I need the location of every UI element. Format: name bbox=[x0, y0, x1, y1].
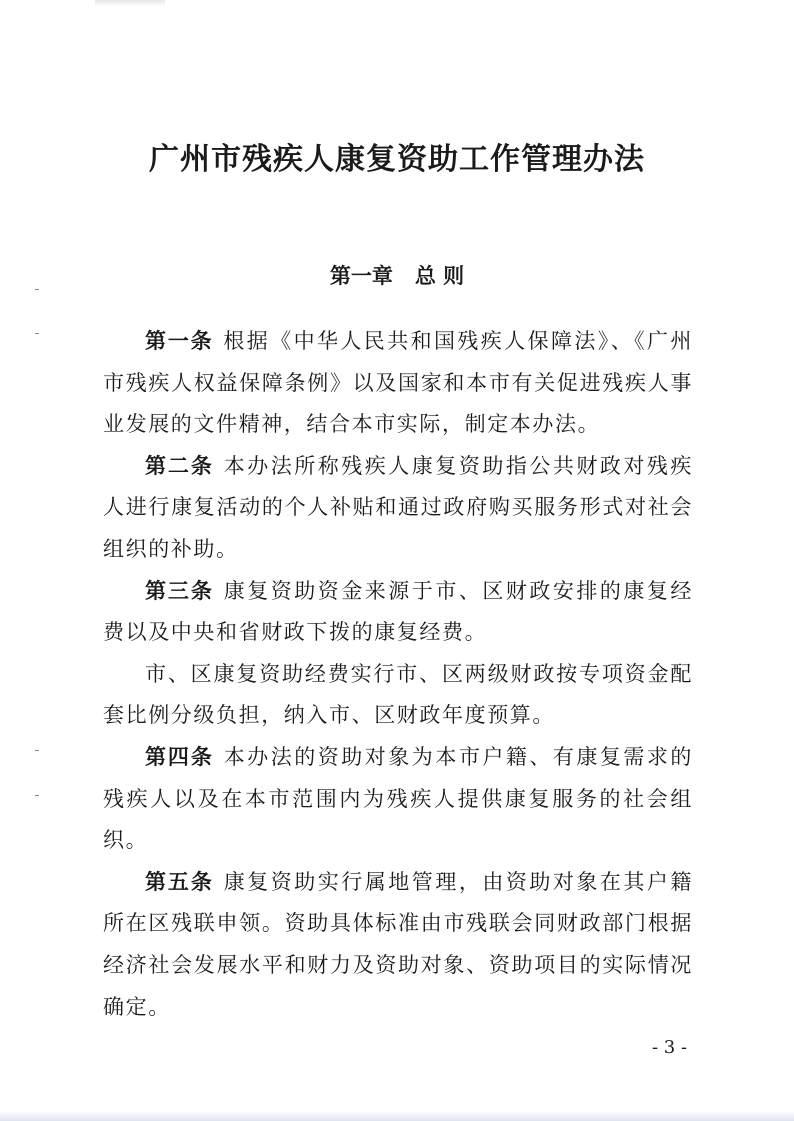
article-paragraph bbox=[103, 321, 693, 446]
document-title: 广州市残疾人康复资助工作管理办法 bbox=[149, 142, 645, 177]
article-text: 本办法的资助对象为本市户籍、有康复需求的残疾人以及在本市范围内为残疾人提供康复服务的社会组织。 bbox=[103, 744, 694, 853]
article-text: 康复资助资金来源于市、区财政安排的康复经费以及中央和省财政下拨的康复经费。 bbox=[103, 578, 694, 645]
chapter-heading bbox=[0, 261, 794, 291]
margin-mark bbox=[35, 750, 39, 751]
page-number: - 3 - bbox=[652, 1037, 688, 1058]
article-text: 本办法所称残疾人康复资助指公共财政对残疾人进行康复活动的个人补贴和通过政府购买服务形式对社会组织的补助。 bbox=[103, 453, 694, 561]
margin-mark bbox=[35, 795, 39, 796]
article-paragraph bbox=[103, 654, 693, 737]
article-text: 市、区康复资助经费实行市、区两级财政按专项资金配套比例分级负担，纳入市、区财政年度预算。 bbox=[103, 661, 693, 728]
chapter-name: 总 则 bbox=[414, 264, 465, 288]
article-label: 第二条 bbox=[145, 453, 214, 478]
article-paragraph bbox=[103, 737, 693, 862]
article-paragraph bbox=[103, 862, 693, 1028]
article-text: 康复资助实行属地管理，由资助对象在其户籍所在区残联申领。资助具体标准由市残联会同财政部门根据经济社会发展水平和财力及资助对象、资助项目的实际情况确定。 bbox=[103, 869, 694, 1019]
article-text: 根据《中华人民共和国残疾人保障法》、《广州市残疾人权益保障条例》以及国家和本市有关促进残疾人事业发展的文件精神，结合本市实际，制定本办法。 bbox=[103, 329, 693, 437]
margin-mark bbox=[35, 333, 39, 334]
document-body bbox=[103, 321, 693, 1028]
article-paragraph bbox=[103, 571, 693, 654]
article-label: 第五条 bbox=[145, 869, 214, 894]
article-label: 第一条 bbox=[145, 329, 214, 353]
article-label: 第三条 bbox=[145, 578, 214, 603]
scan-shadow-top bbox=[95, 0, 165, 6]
article-label: 第四条 bbox=[145, 744, 214, 769]
chapter-number: 第一章 bbox=[329, 264, 393, 288]
scan-shadow-bottom bbox=[0, 1111, 794, 1121]
article-paragraph bbox=[103, 446, 693, 571]
